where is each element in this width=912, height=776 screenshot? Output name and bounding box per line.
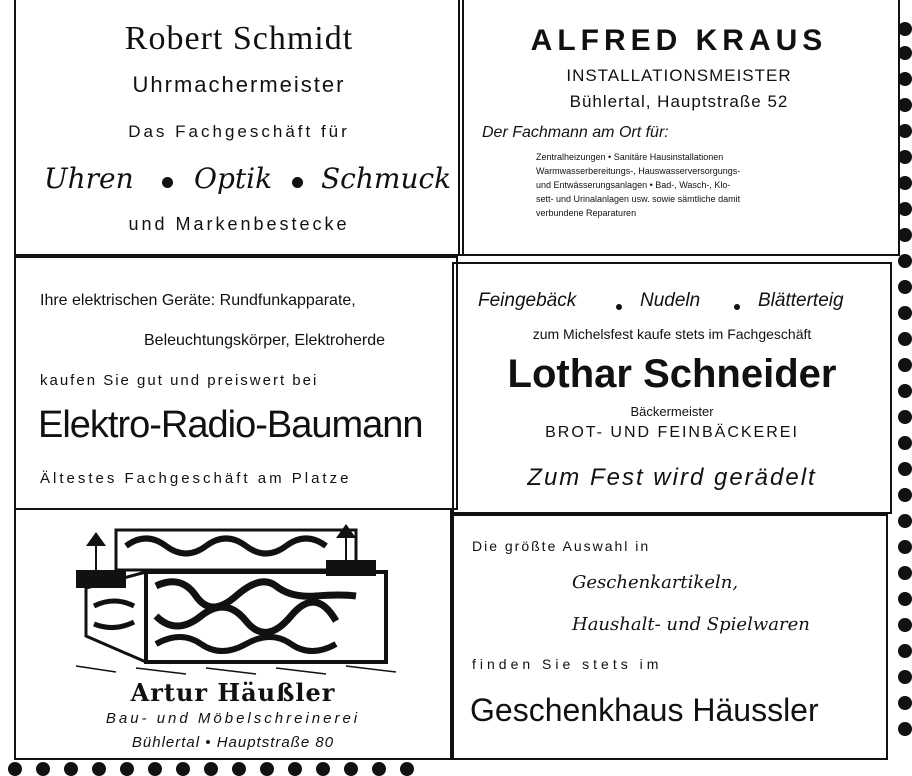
artur-address: Bühlertal • Hauptstraße 80	[131, 734, 335, 751]
schneider-business: BROT- UND FEINBÄCKEREI	[545, 424, 799, 441]
schneider-slogan: Zum Fest wird gerädelt	[527, 464, 817, 491]
border-dot	[898, 514, 912, 528]
border-dot	[898, 436, 912, 450]
ad-lothar-schneider	[452, 262, 892, 514]
bed-illustration	[56, 516, 416, 676]
baumann-line1: Ihre elektrischen Geräte: Rundfunkapparate,	[40, 292, 356, 309]
border-dot	[898, 254, 912, 268]
baumann-name: Elektro-Radio-Baumann	[38, 404, 423, 446]
border-dot	[898, 566, 912, 580]
kraus-title: INSTALLATIONSMEISTER	[566, 66, 792, 85]
border-dot	[204, 762, 218, 776]
border-dot	[898, 22, 912, 36]
border-dot	[176, 762, 190, 776]
border-dot	[232, 762, 246, 776]
border-dot	[898, 722, 912, 736]
border-dot	[898, 670, 912, 684]
bullet-dot	[162, 177, 173, 188]
ad-robert-schmidt	[14, 0, 464, 256]
border-dot	[344, 762, 358, 776]
border-dot	[898, 462, 912, 476]
kraus-service-line: Warmwasserbereitungs-, Hauswasserversorgungs-	[536, 166, 741, 176]
border-dot	[898, 540, 912, 554]
border-dot	[288, 762, 302, 776]
border-dot	[898, 410, 912, 424]
kraus-name: ALFRED KRAUS	[530, 24, 828, 57]
border-dot	[898, 124, 912, 138]
robert-title: Uhrmachermeister	[132, 72, 346, 97]
border-dot	[372, 762, 386, 776]
border-dot	[898, 488, 912, 502]
border-dot	[898, 98, 912, 112]
border-dot	[898, 384, 912, 398]
border-dot	[898, 592, 912, 606]
kraus-tagline: Der Fachmann am Ort für:	[482, 124, 669, 141]
artur-name: Artur Häußler	[130, 678, 336, 707]
ad-artur-haeussler	[14, 508, 452, 760]
baumann-line2: Beleuchtungskörper, Elektroherde	[144, 332, 386, 349]
ad-geschenkhaus-haeussler	[452, 514, 888, 760]
border-dot	[898, 280, 912, 294]
robert-item-uhren: Uhren	[44, 162, 134, 195]
border-dot	[898, 176, 912, 190]
ad-elektro-radio-baumann	[14, 256, 458, 510]
schneider-product-blaetterteig: Blätterteig	[758, 290, 844, 311]
border-dot	[898, 332, 912, 346]
border-dot	[148, 762, 162, 776]
robert-sub: und Markenbestecke	[128, 214, 350, 234]
geschenk-line3: Haushalt- und Spielwaren	[572, 614, 810, 635]
ad-alfred-kraus	[458, 0, 900, 256]
kraus-service-line: verbundene Reparaturen	[536, 208, 637, 218]
border-dot	[898, 72, 912, 86]
robert-intro: Das Fachgeschäft für	[128, 122, 350, 141]
baumann-sub: Ältestes Fachgeschäft am Platze	[40, 470, 352, 487]
bullet-dot	[292, 177, 303, 188]
geschenk-line4: finden Sie stets im	[472, 656, 663, 672]
border-dot	[64, 762, 78, 776]
border-dot	[898, 228, 912, 242]
border-dot	[898, 358, 912, 372]
border-dot	[260, 762, 274, 776]
border-dot	[8, 762, 22, 776]
border-dot	[898, 46, 912, 60]
border-dot	[120, 762, 134, 776]
bullet-dot	[734, 304, 740, 310]
border-dot	[898, 644, 912, 658]
border-dot	[898, 202, 912, 216]
border-dot	[898, 618, 912, 632]
schneider-product-nudeln: Nudeln	[640, 290, 701, 311]
border-dot	[898, 150, 912, 164]
robert-item-optik: Optik	[194, 162, 273, 195]
kraus-service-line: Zentralheizungen • Sanitäre Hausinstallationen	[536, 152, 724, 162]
geschenk-name: Geschenkhaus Häussler	[470, 692, 819, 728]
geschenk-line1: Die größte Auswahl in	[472, 538, 651, 554]
robert-item-schmuck: Schmuck	[321, 162, 452, 195]
schneider-line2: zum Michelsfest kaufe stets im Fachgeschäft	[532, 326, 812, 342]
schneider-product-feingebaeck: Feingebäck	[478, 290, 577, 311]
artur-business: Bau- und Möbelschreinerei	[105, 710, 361, 727]
baumann-line3: kaufen Sie gut und preiswert bei	[40, 372, 319, 389]
kraus-services	[536, 150, 886, 220]
border-dot	[92, 762, 106, 776]
kraus-address: Bühlertal, Hauptstraße 52	[569, 92, 789, 111]
bullet-dot	[616, 304, 622, 310]
schneider-name: Lothar Schneider	[507, 352, 837, 396]
border-dot	[898, 696, 912, 710]
kraus-service-line: sett- und Urinalanlagen usw. sowie sämtliche damit	[536, 194, 741, 204]
schneider-title: Bäckermeister	[630, 404, 714, 419]
geschenk-line2: Geschenkartikeln,	[572, 572, 739, 593]
kraus-service-line: und Entwässerungsanlagen • Bad-, Wasch-, Klo-	[536, 180, 731, 190]
border-dot	[400, 762, 414, 776]
border-dot	[316, 762, 330, 776]
border-dot	[36, 762, 50, 776]
border-dot	[898, 306, 912, 320]
robert-name: Robert Schmidt	[124, 20, 354, 57]
